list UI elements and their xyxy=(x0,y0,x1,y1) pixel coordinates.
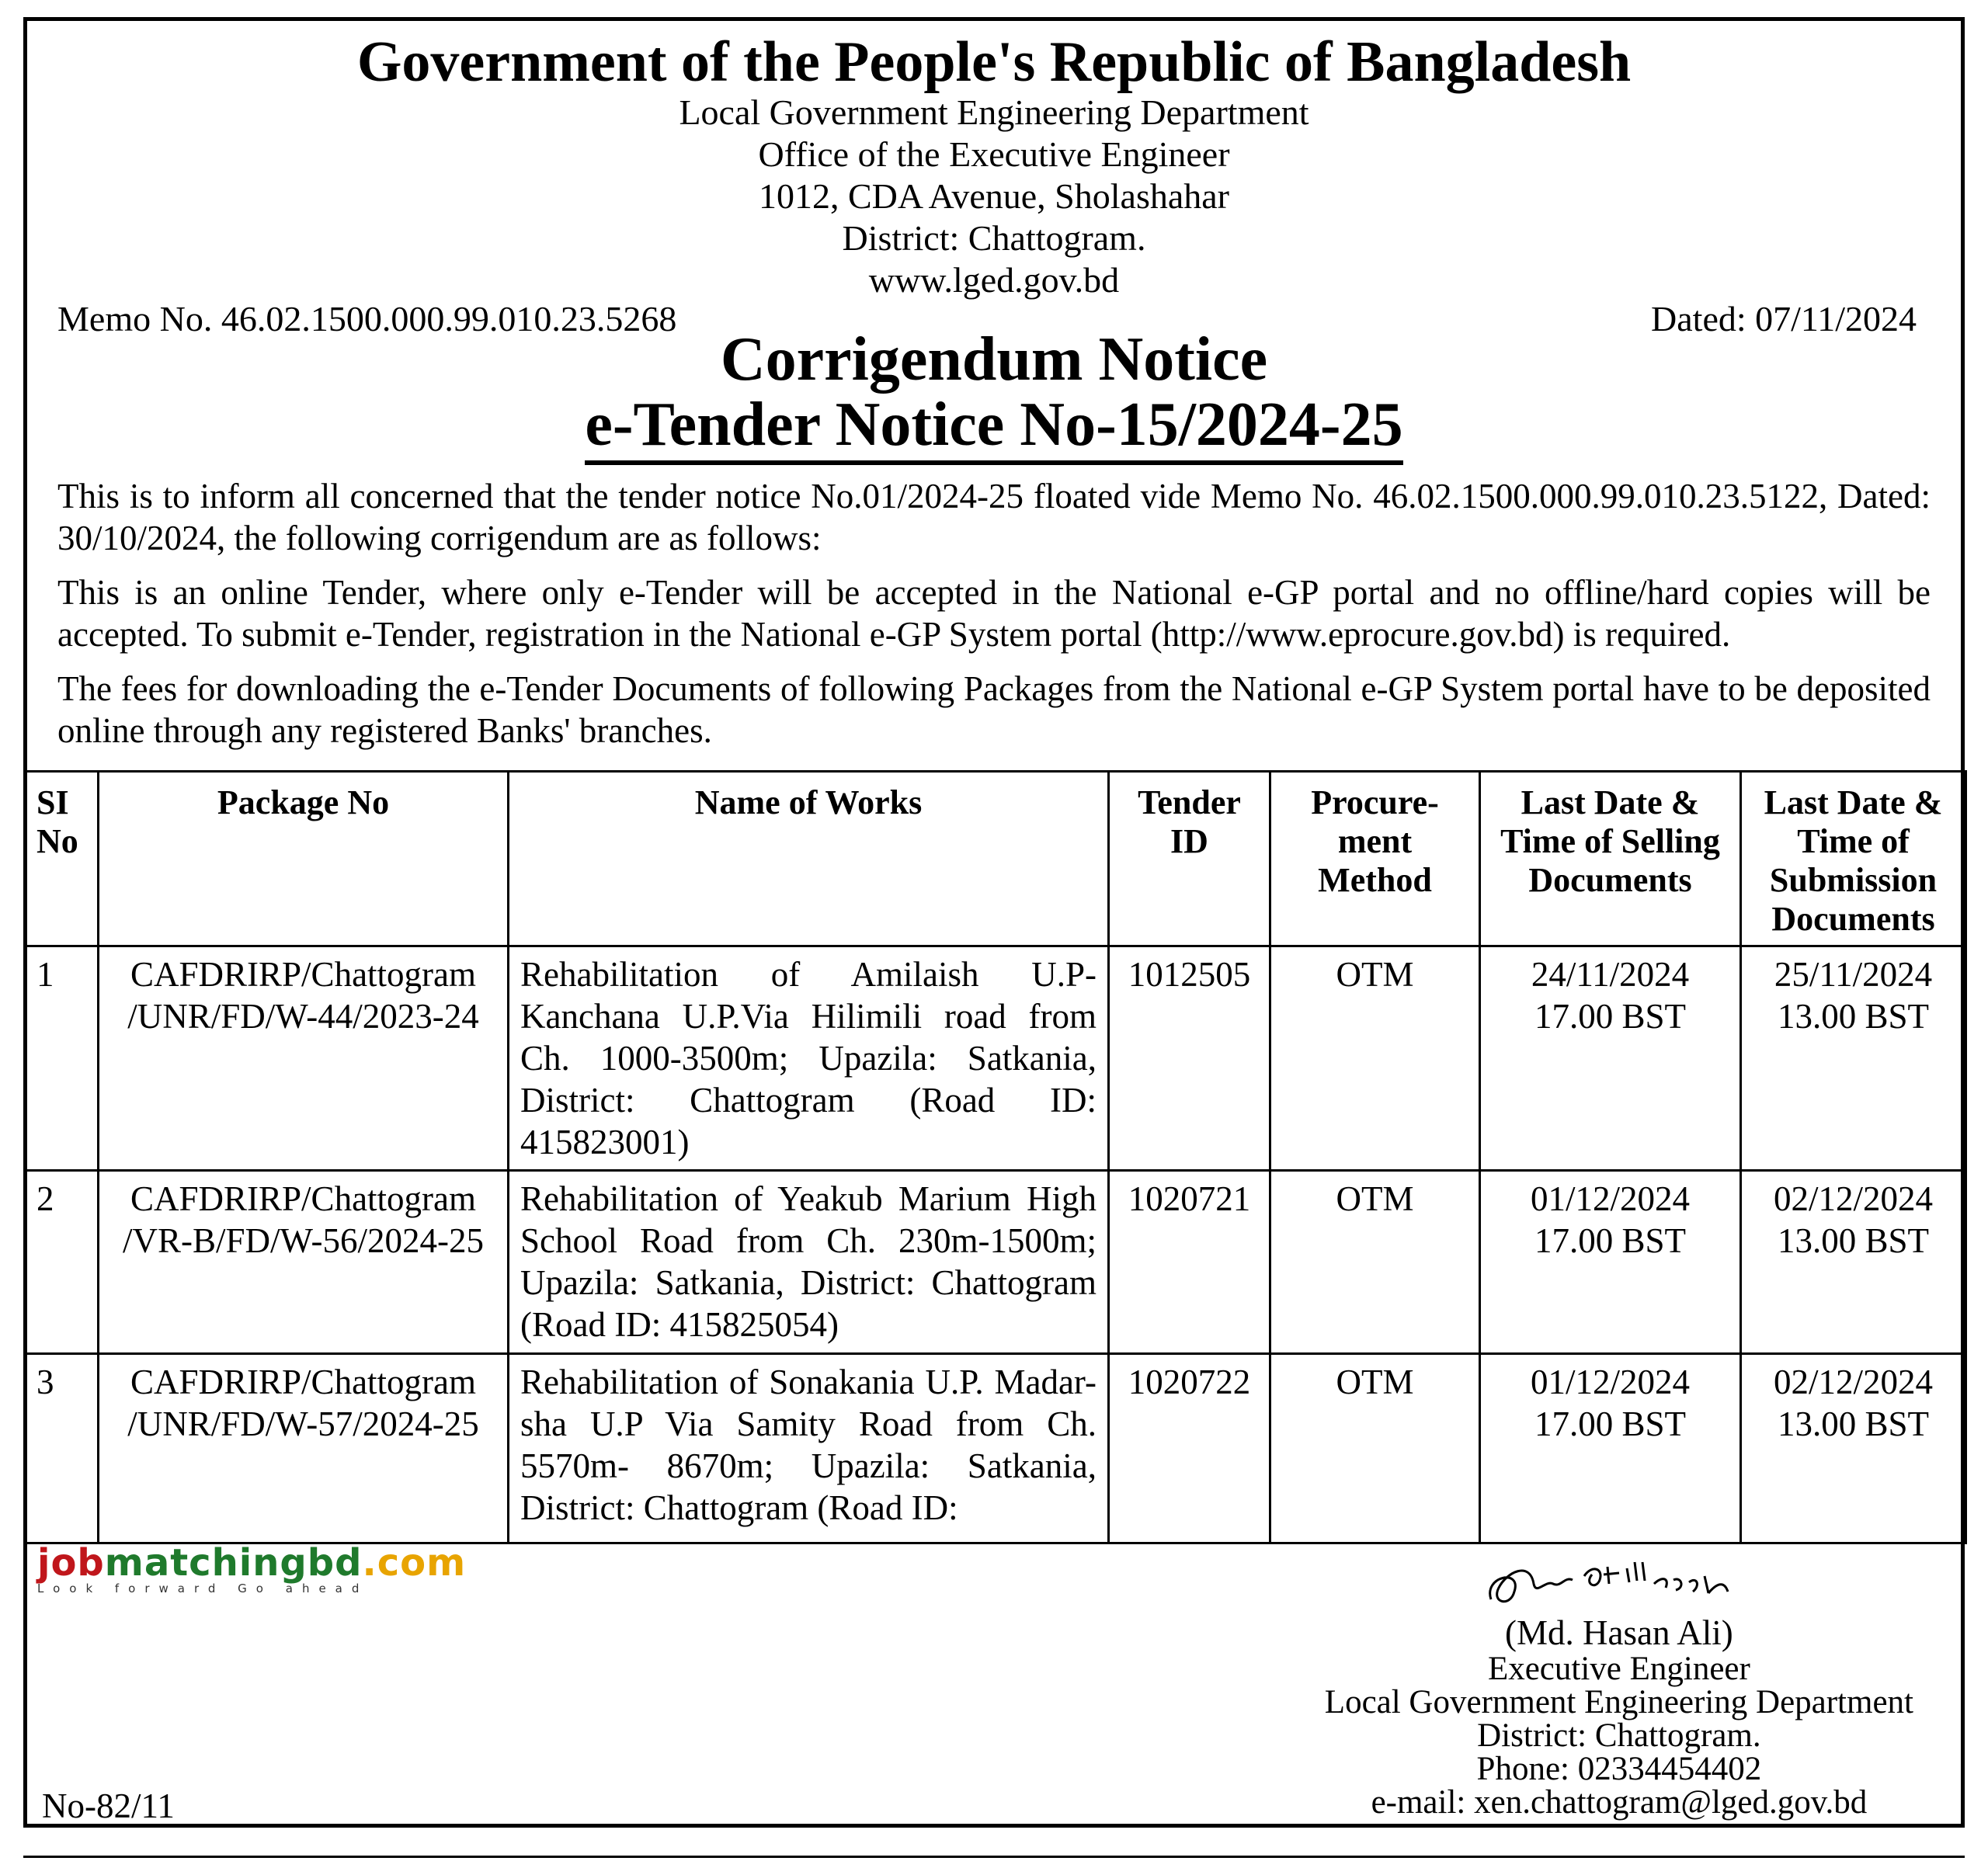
intro-paragraph: This is to inform all concerned that the tender notice No.01/2024-25 floated vide Memo No. 46.02.1500.000.99.010.23.5122, Dated: 30/10/2024, the following corrigendum are as follows: xyxy=(57,477,1931,557)
cell-selling xyxy=(1480,1171,1741,1354)
signatory-designation: Executive Engineer xyxy=(1487,1651,1750,1687)
bottom-rule xyxy=(23,1856,1965,1858)
department-line: Local Government Engineering Department xyxy=(679,92,1309,132)
cell-selling xyxy=(1480,946,1741,1171)
cell-submission xyxy=(1741,946,1966,1171)
notice-title: Corrigendum Notice xyxy=(720,325,1268,394)
table-row xyxy=(25,1171,1966,1354)
office-line: Office of the Executive Engineer xyxy=(758,134,1230,174)
submission-date: 25/11/2024 xyxy=(1774,955,1933,994)
tender-table xyxy=(23,770,1967,1544)
district-line: District: Chattogram. xyxy=(842,218,1146,258)
selling-date: 24/11/2024 xyxy=(1531,955,1690,994)
signatory-phone: Phone: 02334454402 xyxy=(1476,1751,1762,1787)
header-tender-id: Tender ID xyxy=(1109,772,1270,946)
government-heading: Government of the People's Republic of Bangladesh xyxy=(356,30,1632,94)
watermark-text: jobmatchingbd.com xyxy=(37,1541,467,1585)
cell-works: Rehabilitation of Yeakub Marium High School Road from Ch. 230m-1500m; Upazila: Satkania, District: Chattogram (Road ID: 415825054) xyxy=(509,1171,1109,1354)
cell-submission xyxy=(1741,1354,1966,1543)
cell-works: Rehabilitation of Sonakania U.P. Madar-sha U.P Via Samity Road from Ch. 5570m- 8670m; Upazila: Satkania, District: Chattogram (Road ID: xyxy=(509,1354,1109,1543)
signatory-name: (Md. Hasan Ali) xyxy=(1505,1613,1733,1652)
table-row xyxy=(25,946,1966,1171)
memo-number: Memo No. 46.02.1500.000.99.010.23.5268 xyxy=(57,299,677,339)
watermark-logo xyxy=(37,1541,466,1595)
submission-date: 02/12/2024 xyxy=(1773,1363,1933,1401)
submission-time: 13.00 BST xyxy=(1777,1221,1930,1260)
cell-method: OTM xyxy=(1270,946,1480,1171)
selling-time: 17.00 BST xyxy=(1534,997,1687,1036)
address-line: 1012, CDA Avenue, Sholashahar xyxy=(758,176,1230,216)
handwritten-signature xyxy=(1475,1545,1740,1615)
cell-method: OTM xyxy=(1270,1354,1480,1543)
cell-method: OTM xyxy=(1270,1171,1480,1354)
memo-date: Dated: 07/11/2024 xyxy=(1651,299,1917,339)
cell-selling xyxy=(1480,1354,1741,1543)
submission-date: 02/12/2024 xyxy=(1773,1179,1933,1218)
submission-time: 13.00 BST xyxy=(1777,997,1930,1036)
table-row xyxy=(25,1354,1966,1543)
cell-submission xyxy=(1741,1171,1966,1354)
signatory-district: District: Chattogram. xyxy=(1477,1717,1761,1754)
notice-subtitle-wrap xyxy=(0,390,1988,460)
watermark-tagline: Look forward Go ahead xyxy=(37,1582,369,1595)
cell-package: CAFDRIRP/Chattogram /UNR/FD/W-57/2024-25 xyxy=(99,1354,509,1543)
header-method: Procure-ment Method xyxy=(1270,772,1480,946)
signatory-email: e-mail: xen.chattogram@lged.gov.bd xyxy=(1371,1784,1868,1821)
header-package: Package No xyxy=(99,772,509,946)
notice-subtitle: e-Tender Notice No-15/2024-25 xyxy=(585,391,1402,465)
table-header-row xyxy=(25,772,1966,946)
cell-sl: 3 xyxy=(25,1354,99,1543)
header-works: Name of Works xyxy=(509,772,1109,946)
footer-number: No-82/11 xyxy=(42,1786,175,1825)
cell-sl: 2 xyxy=(25,1171,99,1354)
header-sl: SI No xyxy=(25,772,99,946)
website-line: www.lged.gov.bd xyxy=(868,260,1120,300)
cell-tender-id: 1020722 xyxy=(1109,1354,1270,1543)
header-submission: Last Date & Time of Submission Documents xyxy=(1741,772,1966,946)
online-tender-paragraph: This is an online Tender, where only e-Tender will be accepted in the National e-GP portal and no offline/hard copies will be accepted. To submit e-Tender, registration in the National e-GP System portal (http://www.eprocure.gov.bd) is required. xyxy=(57,573,1931,654)
selling-date: 01/12/2024 xyxy=(1530,1179,1690,1218)
fees-paragraph: The fees for downloading the e-Tender Documents of following Packages from the National e-GP System portal have to be deposited online through any registered Banks' branches. xyxy=(57,669,1931,750)
cell-tender-id: 1012505 xyxy=(1109,946,1270,1171)
selling-time: 17.00 BST xyxy=(1534,1221,1687,1260)
header-selling: Last Date & Time of Selling Documents xyxy=(1480,772,1741,946)
cell-sl: 1 xyxy=(25,946,99,1171)
signature-block xyxy=(1325,1613,1913,1819)
cell-package: CAFDRIRP/Chattogram /UNR/FD/W-44/2023-24 xyxy=(99,946,509,1171)
selling-time: 17.00 BST xyxy=(1534,1404,1687,1443)
cell-works: Rehabilitation of Amilaish U.P-Kanchana U.P.Via Hilimili road from Ch. 1000-3500m; Upazila: Satkania, District: Chattogram (Road ID: 415823001) xyxy=(509,946,1109,1171)
submission-time: 13.00 BST xyxy=(1777,1404,1930,1443)
selling-date: 01/12/2024 xyxy=(1530,1363,1690,1401)
cell-package: CAFDRIRP/Chattogram /VR-B/FD/W-56/2024-25 xyxy=(99,1171,509,1354)
cell-tender-id: 1020721 xyxy=(1109,1171,1270,1354)
signatory-department: Local Government Engineering Department xyxy=(1324,1684,1913,1720)
